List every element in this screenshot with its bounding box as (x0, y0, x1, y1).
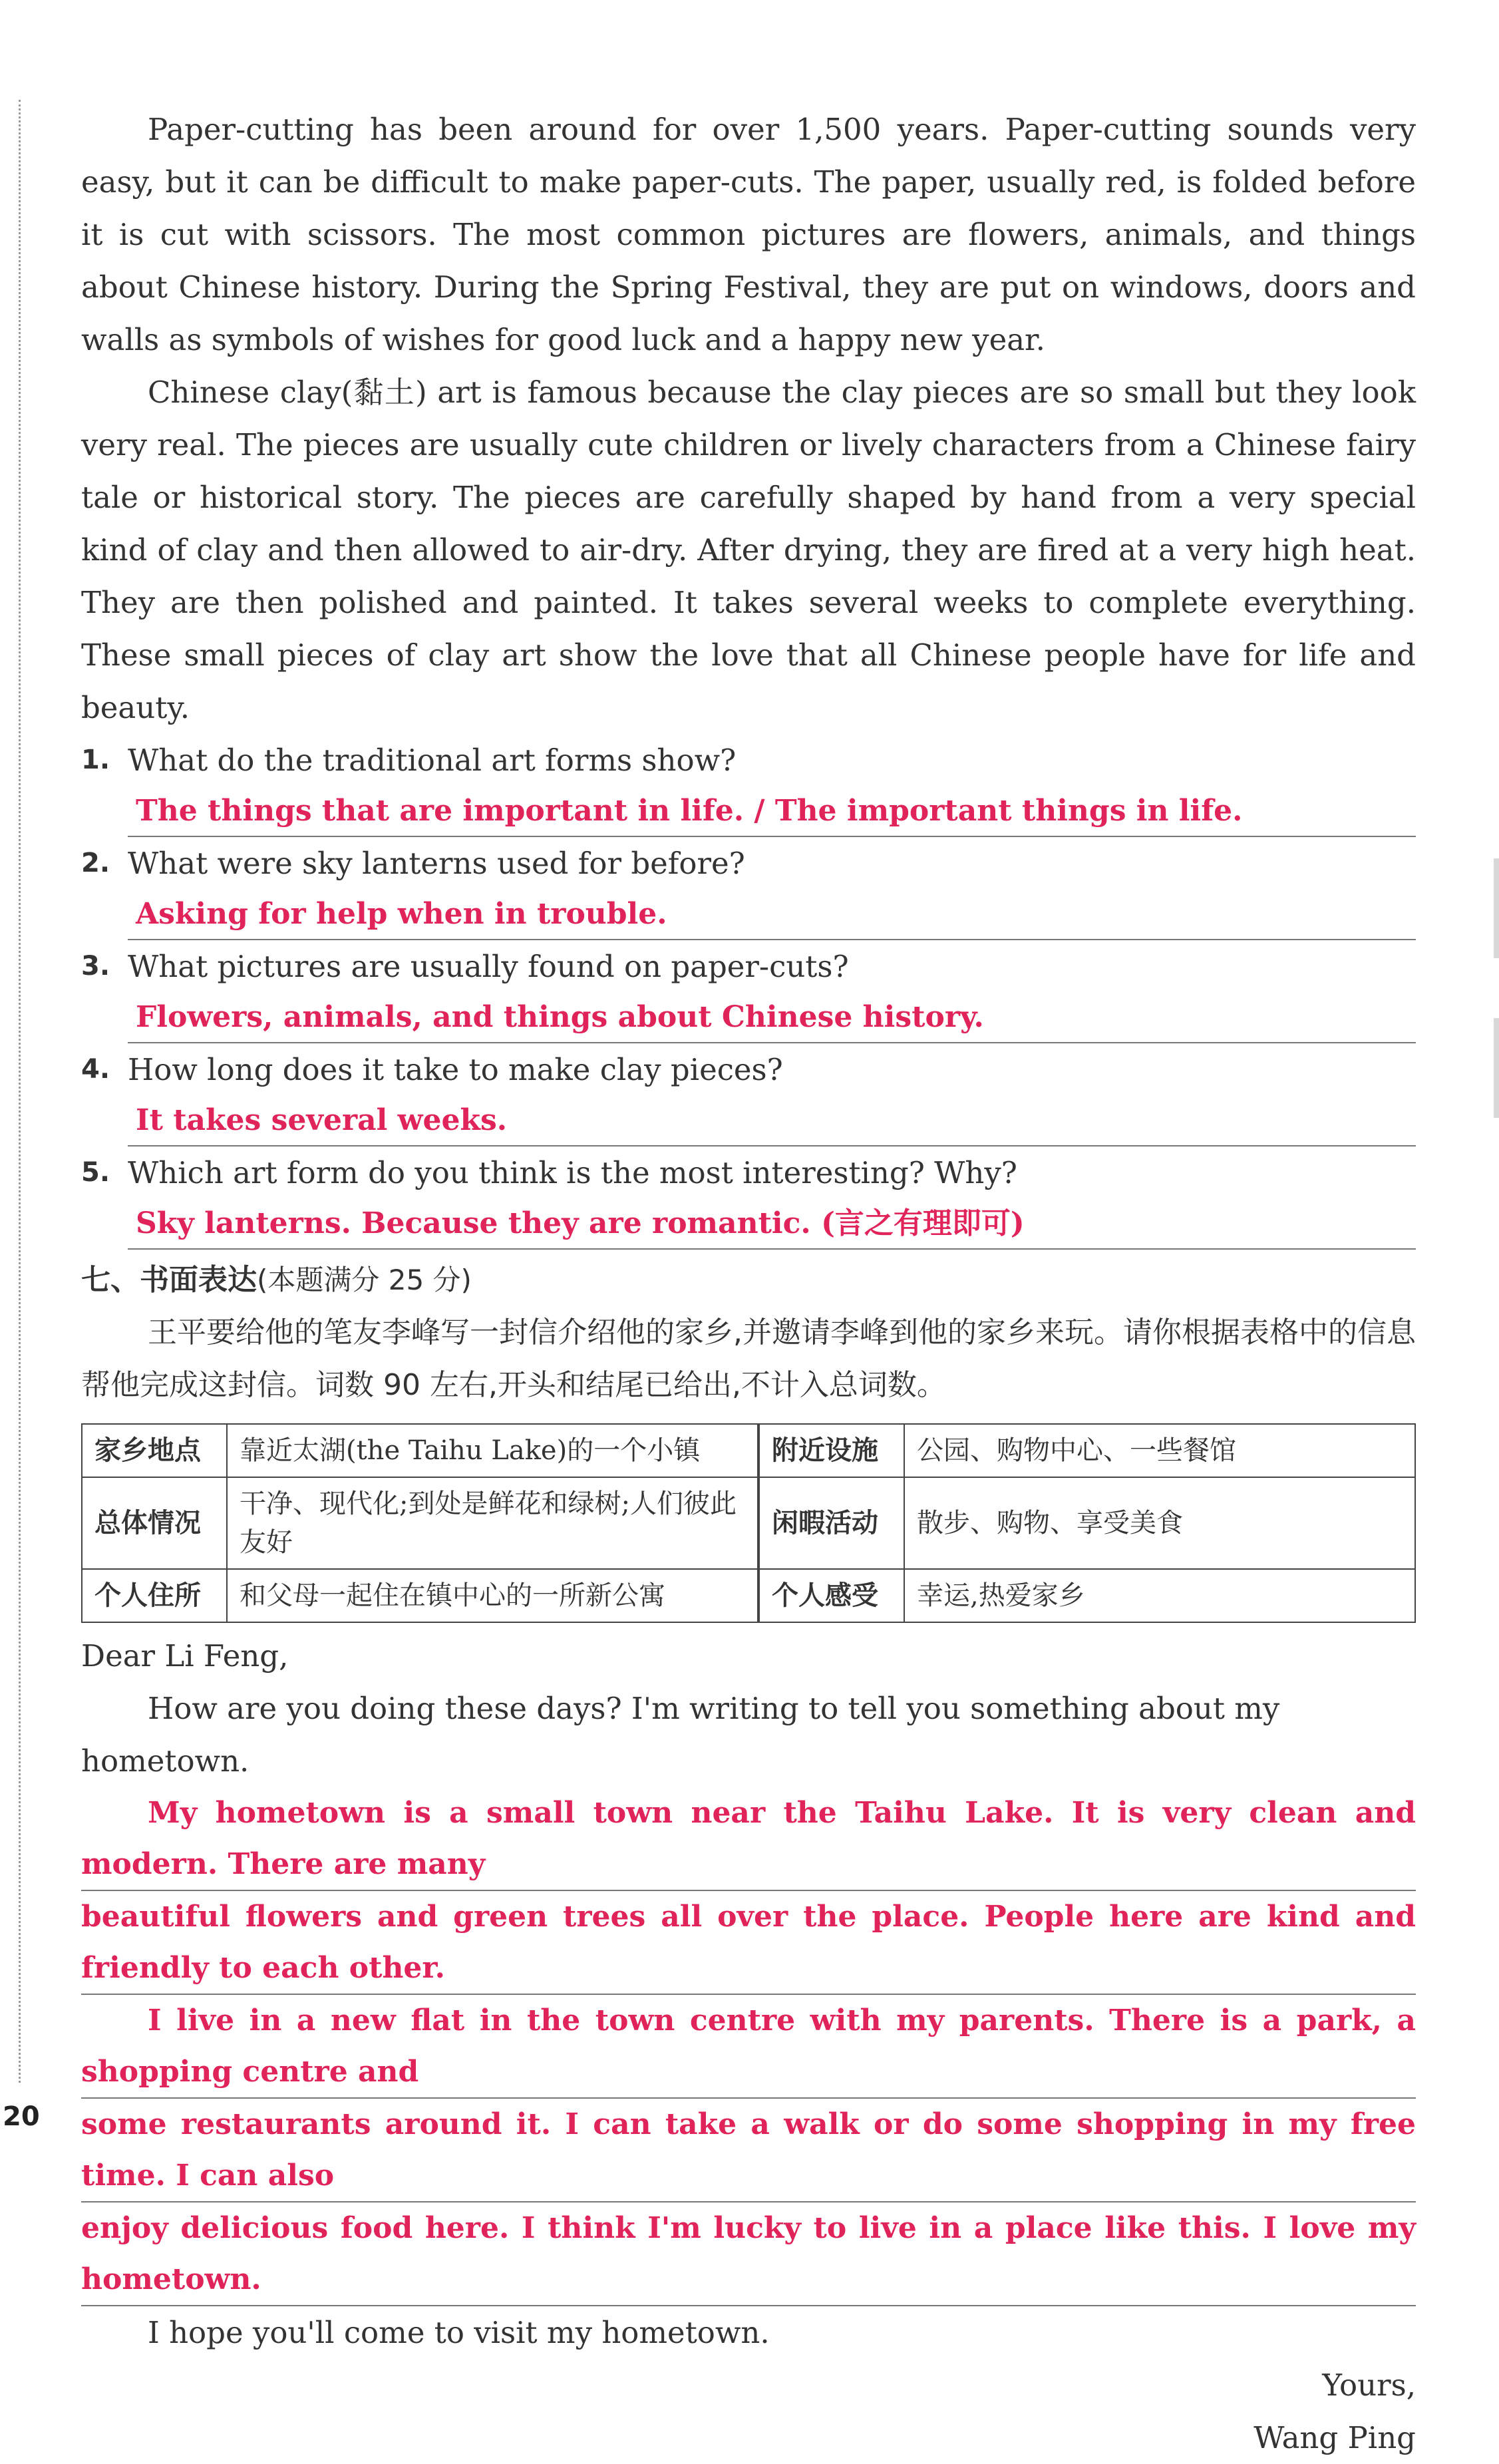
table-label: 闲暇活动 (758, 1477, 904, 1569)
binding-margin-dots (19, 100, 21, 2083)
letter-opening: How are you doing these days? I'm writing to tell you something about my hometown. (81, 1691, 1280, 1779)
question-number: 2. (81, 848, 110, 878)
table-value: 靠近太湖(the Taihu Lake)的一个小镇 (227, 1424, 758, 1477)
page-content (81, 103, 1416, 2464)
answer-line: Asking for help when in trouble. (128, 890, 1416, 940)
table-value: 干净、现代化;到处是鲜花和绿树;人们彼此友好 (227, 1477, 758, 1569)
question-text: What were sky lanterns used for before? (128, 846, 745, 881)
section-title-text: 七、书面表达 (81, 1263, 257, 1297)
letter-answer-line: My hometown is a small town near the Taihu Lake. It is very clean and modern. There are many (81, 1787, 1416, 1891)
section-title (81, 1254, 1416, 1306)
letter-signature: Wang Ping (1253, 2420, 1416, 2455)
question-item (81, 837, 1416, 890)
table-label: 家乡地点 (82, 1424, 227, 1477)
passage-paragraph-1: Paper-cutting has been around for over 1,500 years. Paper-cutting sounds very easy, but it can be difficult to make paper-cuts. The paper, usually red, is folded before it is cut with scissors. The most common pictures are flowers, animals, and things about Chinese history. During the Spring Festival, they are put on windows, doors and walls as symbols of wishes for good luck and a happy new year. (81, 112, 1416, 357)
letter-answer-line: I live in a new flat in the town centre with my parents. There is a park, a shopping centre and (81, 1995, 1416, 2099)
table-row (82, 1569, 1415, 1622)
question-number: 1. (81, 745, 110, 775)
letter-greeting: Dear Li Feng, (81, 1638, 289, 1673)
letter-answer-line: beautiful flowers and green trees all over the place. People here are kind and friendly to each other. (81, 1891, 1416, 1995)
page-edge-mark (1494, 1018, 1499, 1118)
question-number: 4. (81, 1054, 110, 1085)
question-number: 3. (81, 951, 110, 981)
question-item (81, 734, 1416, 787)
question-text: How long does it take to make clay pieces? (128, 1052, 783, 1087)
page-edge-mark (1494, 858, 1499, 958)
question-text: What pictures are usually found on paper-cuts? (128, 949, 849, 984)
table-label: 总体情况 (82, 1477, 227, 1569)
question-item (81, 1146, 1416, 1199)
table-value: 散步、购物、享受美食 (904, 1477, 1415, 1569)
question-item (81, 940, 1416, 993)
question-text: What do the traditional art forms show? (128, 743, 737, 778)
letter-closing: I hope you'll come to visit my hometown. (148, 2315, 770, 2350)
section-score: (本题满分 25 分) (257, 1264, 472, 1296)
letter-sign-off: Yours, (1322, 2368, 1416, 2403)
passage-paragraph-2: Chinese clay(黏土) art is famous because the clay pieces are so small but they look very real. The pieces are usually cute children or lively characters from a Chinese fairy tale or historical story. The pieces are carefully shaped by hand from a very special kind of clay and then allowed to air-dry. After drying, they are fired at a very high heat. They are then polished and painted. It takes several weeks to complete everything. These small pieces of clay art show the love that all Chinese people have for life and beauty. (81, 375, 1416, 725)
table-value: 和父母一起住在镇中心的一所新公寓 (227, 1569, 758, 1622)
table-value: 幸运,热爱家乡 (904, 1569, 1415, 1622)
letter (81, 1630, 1416, 2464)
table-label: 附近设施 (758, 1424, 904, 1477)
answer-line: Flowers, animals, and things about Chinese history. (128, 993, 1416, 1043)
letter-answer-line: some restaurants around it. I can take a walk or do some shopping in my free time. I can also (81, 2099, 1416, 2202)
question-number: 5. (81, 1157, 110, 1188)
table-row (82, 1477, 1415, 1569)
table-label: 个人住所 (82, 1569, 227, 1622)
question-item (81, 1043, 1416, 1096)
table-value: 公园、购物中心、一些餐馆 (904, 1424, 1415, 1477)
task-instruction: 王平要给他的笔友李峰写一封信介绍他的家乡,并邀请李峰到他的家乡来玩。请你根据表格中的信息帮他完成这封信。词数 90 左右,开头和结尾已给出,不计入总词数。 (81, 1316, 1416, 1402)
table-row (82, 1424, 1415, 1477)
page-number: 20 (3, 2101, 40, 2132)
question-text: Which art form do you think is the most interesting? Why? (128, 1155, 1017, 1190)
table-label: 个人感受 (758, 1569, 904, 1622)
answer-line: The things that are important in life. / The important things in life. (128, 787, 1416, 837)
letter-answer-line: enjoy delicious food here. I think I'm lucky to live in a place like this. I love my hometown. (81, 2202, 1416, 2306)
info-table (81, 1423, 1416, 1623)
answer-line: Sky lanterns. Because they are romantic. (言之有理即可) (128, 1199, 1416, 1250)
question-list (81, 734, 1416, 1250)
answer-line: It takes several weeks. (128, 1096, 1416, 1146)
